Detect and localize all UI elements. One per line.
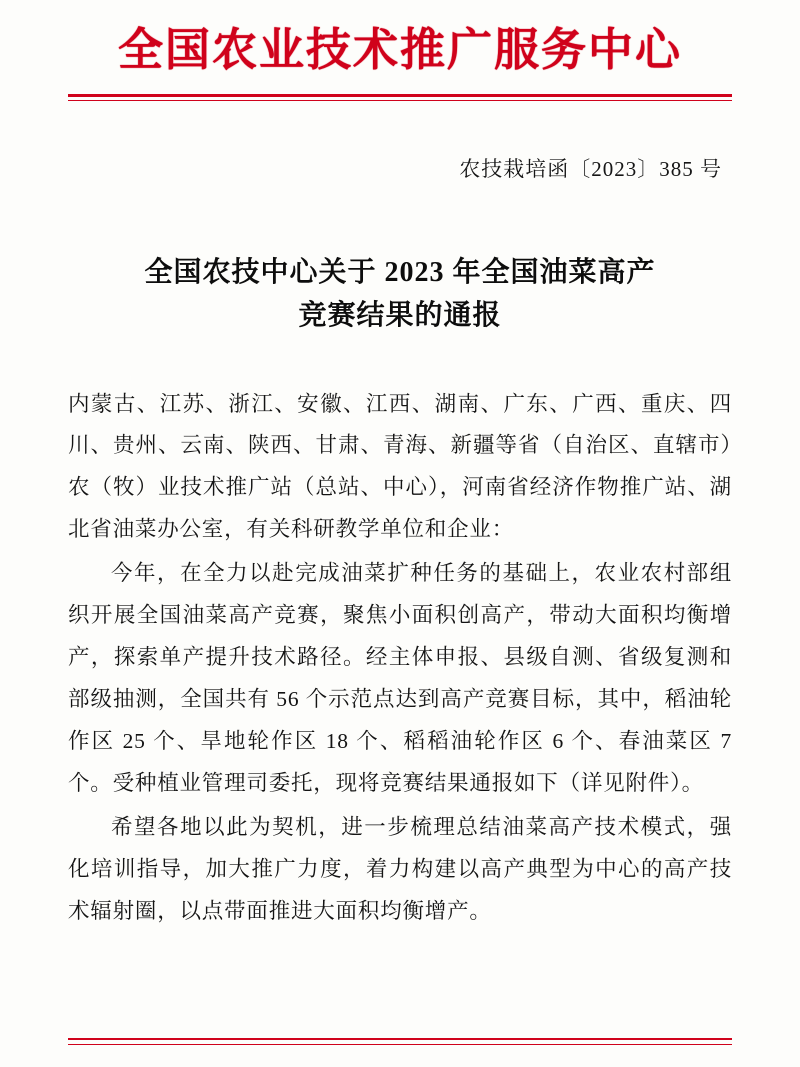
footer-rule-thin xyxy=(68,1044,732,1045)
footer-rules xyxy=(68,1038,732,1045)
recipients-paragraph: 内蒙古、江苏、浙江、安徽、江西、湖南、广东、广西、重庆、四川、贵州、云南、陕西、甘肃、青海、新疆等省（自治区、直辖市）农（牧）业技术推广站（总站、中心），河南省经济作物推广站、湖北省油菜办公室，有关科研教学单位和企业： xyxy=(68,391,732,542)
document-title-line-2: 竞赛结果的通报 xyxy=(298,300,502,332)
document-body xyxy=(68,384,732,933)
letterhead-rule-thick xyxy=(68,94,732,97)
issuing-organization-title: 全国农业技术推广服务中心 xyxy=(117,23,682,76)
document-title xyxy=(68,251,732,338)
document-number-row xyxy=(68,153,732,183)
letterhead xyxy=(68,0,732,101)
body-paragraph-1: 今年，在全力以赴完成油菜扩种任务的基础上，农业农村部组织开展全国油菜高产竞赛，聚焦小面积创高产，带动大面积均衡增产，探索单产提升技术路径。经主体申报、县级自测、省级复测和部级抽测，全国共有 56 个示范点达到高产竞赛目标，其中，稻油轮作区 25 个、旱地轮作区 18 个、稻稻油轮作区 6 个、春油菜区 7 个。受种植业管理司委托，现将竞赛结果通报如下（详见附件）。 xyxy=(68,561,732,795)
letterhead-rule-thin xyxy=(68,100,732,101)
document-number: 农技栽培函〔2023〕385 号 xyxy=(459,156,722,181)
document-title-line-1: 全国农技中心关于 2023 年全国油菜高产 xyxy=(144,256,656,288)
body-paragraph-2: 希望各地以此为契机，进一步梳理总结油菜高产技术模式，强化培训指导，加大推广力度，着力构建以高产典型为中心的高产技术辐射圈，以点带面推进大面积均衡增产。 xyxy=(68,814,732,923)
footer-rule-thick xyxy=(68,1038,732,1040)
